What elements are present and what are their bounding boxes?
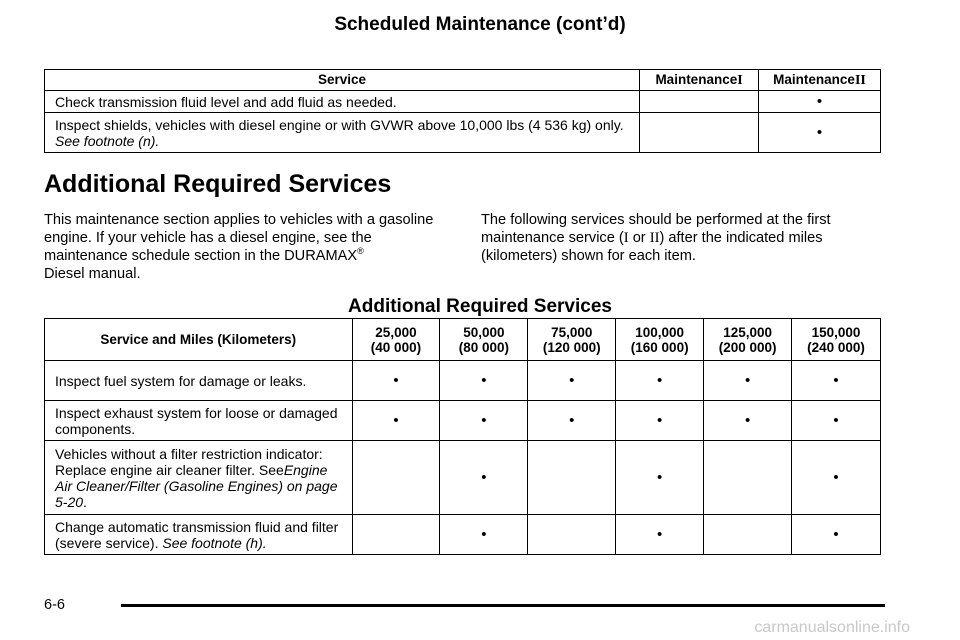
maintenance-1-cell	[640, 91, 759, 113]
table-row	[45, 361, 881, 401]
header-maintenance-2: MaintenanceII	[759, 70, 881, 91]
mark-cell: •	[616, 515, 704, 555]
header-mileage: 25,000 (40 000)	[352, 319, 440, 361]
mark-cell: •	[792, 401, 881, 441]
mark-cell: •	[352, 361, 440, 401]
mark-cell	[704, 441, 792, 515]
additional-services-heading: Additional Required Services	[44, 170, 392, 198]
table-row	[45, 441, 881, 515]
maintenance-2-cell: •	[759, 91, 881, 113]
service-cell: Inspect exhaust system for loose or damaged components.	[45, 401, 353, 441]
mark-cell: •	[616, 401, 704, 441]
mark-cell: •	[704, 361, 792, 401]
header-maintenance-1: MaintenanceI	[640, 70, 759, 91]
mark-cell	[352, 515, 440, 555]
mark-cell: •	[440, 515, 528, 555]
mark-cell	[352, 441, 440, 515]
maintenance-2-cell: •	[759, 113, 881, 153]
additional-services-table-title: Additional Required Services	[348, 296, 612, 317]
mark-cell: •	[616, 441, 704, 515]
service-cell: Vehicles without a filter restriction indicator: Replace engine air cleaner filter. SeeEngine Air Cleaner/Filter (Gasoline Engines) on page 5-20.	[45, 441, 353, 515]
table-header-row	[45, 70, 881, 91]
mark-cell: •	[440, 401, 528, 441]
mark-cell	[528, 515, 616, 555]
table-row	[45, 401, 881, 441]
mark-cell	[704, 515, 792, 555]
page-number: 6-6	[44, 597, 65, 613]
scheduled-maintenance-title: Scheduled Maintenance (cont’d)	[334, 14, 626, 35]
mark-cell: •	[704, 401, 792, 441]
mark-cell: •	[440, 361, 528, 401]
header-mileage: 125,000 (200 000)	[704, 319, 792, 361]
service-cell: Inspect fuel system for damage or leaks.	[45, 361, 353, 401]
intro-paragraph-left: This maintenance section applies to vehicles with a gasoline engine. If your vehicle has a diesel engine, see the maintenance schedule section in the DURAMAX® Diesel manual.	[44, 212, 434, 282]
header-mileage: 50,000 (80 000)	[440, 319, 528, 361]
mark-cell: •	[528, 361, 616, 401]
table-row	[45, 91, 881, 113]
service-cell: Check transmission fluid level and add fluid as needed.	[45, 91, 640, 113]
mark-cell: •	[792, 361, 881, 401]
maintenance-1-cell	[640, 113, 759, 153]
watermark: carmanualsonline.info	[754, 619, 910, 636]
table-header-row	[45, 319, 881, 361]
service-cell: Inspect shields, vehicles with diesel engine or with GVWR above 10,000 lbs (4 536 kg) only. See footnote (n).	[45, 113, 640, 153]
mark-cell: •	[352, 401, 440, 441]
additional-services-table	[44, 318, 881, 555]
scheduled-maintenance-table	[44, 69, 881, 153]
mark-cell: •	[792, 441, 881, 515]
header-mileage: 100,000 (160 000)	[616, 319, 704, 361]
table-row	[45, 515, 881, 555]
service-cell: Change automatic transmission fluid and filter (severe service). See footnote (h).	[45, 515, 353, 555]
header-mileage: 75,000 (120 000)	[528, 319, 616, 361]
mark-cell	[528, 441, 616, 515]
mark-cell: •	[616, 361, 704, 401]
intro-paragraph-right: The following services should be performed at the first maintenance service (I or II) after the indicated miles (kilometers) shown for each item.	[481, 212, 831, 264]
footer-rule	[121, 604, 885, 607]
mark-cell: •	[792, 515, 881, 555]
table-row	[45, 113, 881, 153]
header-mileage: 150,000 (240 000)	[792, 319, 881, 361]
header-service-miles: Service and Miles (Kilometers)	[45, 319, 353, 361]
header-service: Service	[45, 70, 640, 91]
mark-cell: •	[528, 401, 616, 441]
mark-cell: •	[440, 441, 528, 515]
